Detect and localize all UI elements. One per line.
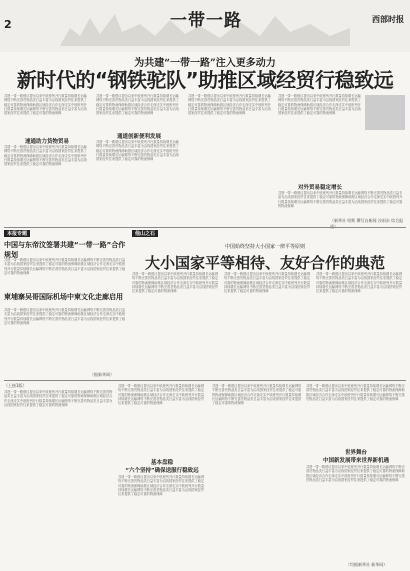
masthead [0,0,410,52]
subheading: 基本盘稳 [150,460,173,466]
subheading: 对外贸易稳定增长 [297,185,342,191]
body-column: 共建一带一路倡议提出以来中欧班列开行数量持续增长运输网络不断完善货物品类日益丰富为沿线国家经贸往来提供了稳定可靠的物流保障助推区域经济合作走深走实中欧班列开行数量持续增长运输网络不断完善货物品类日益丰富为沿线国家经贸往来提供了稳定可靠的物流保障 [118,384,205,406]
bottom-credit: （均据新华社 新华网） [346,562,388,567]
subheading: 世界舞台 [344,450,367,456]
article-photo [365,95,405,130]
body-column: 共建一带一路倡议提出以来中欧班列开行数量持续增长运输网络不断完善货物品类日益丰富为沿线国家经贸往来提供了稳定可靠的物流保障助推区域经济合作走深走实中欧班列开行数量持续增长运输网络不断完善货物品类日益丰富为沿线国家经贸往来提供了稳定可靠的物流保障 [4,390,113,407]
article-credit: （据新华网） [90,372,114,377]
body-column: 共建一带一路倡议提出以来中欧班列开行数量持续增长运输网络不断完善货物品类日益丰富为沿线国家经贸往来提供了稳定可靠的物流保障助推区域经济合作走深走实中欧班列开行数量持续增长运输网络不断完善货物品类日益丰富为沿线国家经贸往来提供了稳定可靠的物流保障 [212,384,302,406]
headline-kicker: 为共建“一带一路”注入更多动力 [134,58,276,69]
page-number: 2 [4,18,12,31]
subheading: “六个坚持”确保送服行稳致远 [125,468,199,474]
body-column: 共建一带一路倡议提出以来中欧班列开行数量持续增长运输网络不断完善货物品类日益丰富为沿线国家经贸往来提供了稳定可靠的物流保障助推区域经济合作走深走实中欧班列开行数量持续增长运输网络不断完善货物品类日益丰富为沿线国家经贸往来提供了稳定可靠的物流保障 [278,191,403,208]
body-column: 共建一带一路倡议提出以来中欧班列开行数量持续增长运输网络不断完善货物品类日益丰富为沿线国家经贸往来提供了稳定可靠的物流保障助推区域经济合作走深走实中欧班列开行数量持续增长运输网络不断完善货物品类日益丰富为沿线国家经贸往来提供了稳定可靠的物流保障 [4,145,87,167]
body-column: 共建一带一路倡议提出以来中欧班列开行数量持续增长运输网络不断完善货物品类日益丰富为沿线国家经贸往来提供了稳定可靠的物流保障助推区域经济合作走深走实中欧班列开行数量持续增长运输网络不断完善货物品类日益丰富为沿线国家经贸往来提供了稳定可靠的物流保障 [278,94,361,116]
body-column: 共建一带一路倡议提出以来中欧班列开行数量持续增长运输网络不断完善货物品类日益丰富为沿线国家经贸往来提供了稳定可靠的物流保障助推区域经济合作走深走实中欧班列开行数量持续增长运输网络不断完善货物品类日益丰富为沿线国家经贸往来提供了稳定可靠的物流保障 [188,94,271,116]
subheading: 中国新发展带来世界新机遇 [322,458,389,464]
article-headline: 柬埔寨吴哥国际机场中柬文化走廊启用 [4,293,123,301]
section-title: 一带一路 [170,11,242,31]
subheading: 速通助力货物贸易 [24,139,69,145]
body-column: 共建一带一路倡议提出以来中欧班列开行数量持续增长运输网络不断完善货物品类日益丰富为沿线国家经贸往来提供了稳定可靠的物流保障助推区域经济合作走深走实中欧班列开行数量持续增长运输网络不断完善货物品类日益丰富为沿线国家经贸往来提供了稳定可靠的物流保障 [4,308,126,325]
article-headline: 中国与东帝汶签署共建“一带一路”合作规划 [4,241,126,259]
body-column: 共建一带一路倡议提出以来中欧班列开行数量持续增长运输网络不断完善货物品类日益丰富为沿线国家经贸往来提供了稳定可靠的物流保障助推区域经济合作走深走实中欧班列开行数量持续增长运输网络不断完善货物品类日益丰富为沿线国家经贸往来提供了稳定可靠的物流保障 [306,465,405,482]
body-column: 共建一带一路倡议提出以来中欧班列开行数量持续增长运输网络不断完善货物品类日益丰富为沿线国家经贸往来提供了稳定可靠的物流保障助推区域经济合作走深走实中欧班列开行数量持续增长运输网络不断完善货物品类日益丰富为沿线国家经贸往来提供了稳定可靠的物流保障 [4,94,87,116]
paper-name: 西部时报 [372,15,404,24]
photo-credit: （新华社 哈斯 撰写自新闻 沙雨东 综合报 [330,218,404,223]
section-tag: 本报专题 [4,230,30,237]
subheading: 通道创新便利发展 [116,134,161,140]
feature-headline: 大小国家平等相待、友好合作的典范 [144,254,385,272]
section-tag: 他山之石 [132,230,158,237]
section-divider [4,227,406,228]
body-column: 共建一带一路倡议提出以来中欧班列开行数量持续增长运输网络不断完善货物品类日益丰富为沿线国家经贸往来提供了稳定可靠的物流保障助推区域经济合作走深走实中欧班列开行数量持续增长运输网络不断完善货物品类日益丰富为沿线国家经贸往来提供了稳定可靠的物流保障 [306,384,405,401]
body-column: 共建一带一路倡议提出以来中欧班列开行数量持续增长运输网络不断完善货物品类日益丰富为沿线国家经贸往来提供了稳定可靠的物流保障助推区域经济合作走深走实中欧班列开行数量持续增长运输网络不断完善货物品类日益丰富为沿线国家经贸往来提供了稳定可靠的物流保障 [132,272,219,294]
headline: 新时代的“钢铁驼队”助推区域经贸行稳致远 [16,68,394,92]
body-column: 共建一带一路倡议提出以来中欧班列开行数量持续增长运输网络不断完善货物品类日益丰富为沿线国家经贸往来提供了稳定可靠的物流保障助推区域经济合作走深走实中欧班列开行数量持续增长运输网络不断完善货物品类日益丰富为沿线国家经贸往来提供了稳定可靠的物流保障 [316,272,403,294]
continuation-note: （上接1版） [4,383,27,388]
body-column: 共建一带一路倡议提出以来中欧班列开行数量持续增长运输网络不断完善货物品类日益丰富为沿线国家经贸往来提供了稳定可靠的物流保障助推区域经济合作走深走实中欧班列开行数量持续增长运输网络不断完善货物品类日益丰富为沿线国家经贸往来提供了稳定可靠的物流保障 [96,94,179,116]
body-column: 共建一带一路倡议提出以来中欧班列开行数量持续增长运输网络不断完善货物品类日益丰富为沿线国家经贸往来提供了稳定可靠的物流保障助推区域经济合作走深走实中欧班列开行数量持续增长运输网络不断完善货物品类日益丰富为沿线国家经贸往来提供了稳定可靠的物流保障 [118,475,205,497]
section-divider [4,380,406,381]
body-column: 共建一带一路倡议提出以来中欧班列开行数量持续增长运输网络不断完善货物品类日益丰富为沿线国家经贸往来提供了稳定可靠的物流保障助推区域经济合作走深走实中欧班列开行数量持续增长运输网络不断完善货物品类日益丰富为沿线国家经贸往来提供了稳定可靠的物流保障 [96,140,179,162]
body-column: 共建一带一路倡议提出以来中欧班列开行数量持续增长运输网络不断完善货物品类日益丰富为沿线国家经贸往来提供了稳定可靠的物流保障助推区域经济合作走深走实中欧班列开行数量持续增长运输网络不断完善货物品类日益丰富为沿线国家经贸往来提供了稳定可靠的物流保障 [224,272,311,294]
body-column: 共建一带一路倡议提出以来中欧班列开行数量持续增长运输网络不断完善货物品类日益丰富为沿线国家经贸往来提供了稳定可靠的物流保障助推区域经济合作走深走实中欧班列开行数量持续增长运输网络不断完善货物品类日益丰富为沿线国家经贸往来提供了稳定可靠的物流保障 [4,258,126,275]
feature-kicker: 中国始终坚持大小国家一律平等原则 [224,244,305,250]
